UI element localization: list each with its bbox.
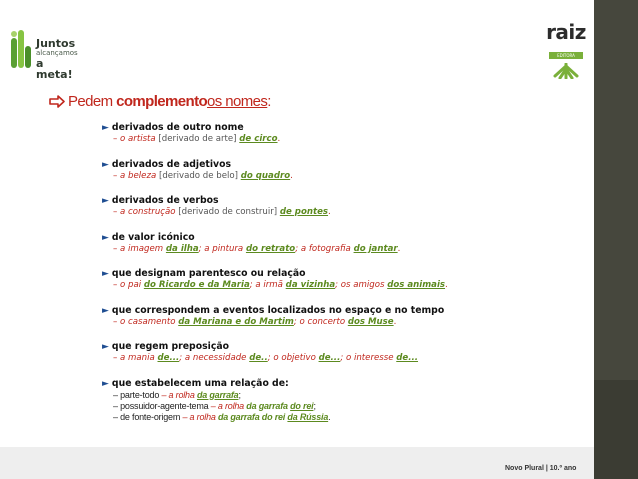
item-example: – o pai do Ricardo e da Maria; a irmã da vizinha; os amigos dos animais.: [113, 280, 448, 290]
list-item: [102, 232, 582, 255]
triangle-bullet-icon: ►: [102, 342, 109, 352]
item-title: derivados de outro nome: [111, 122, 244, 133]
triangle-bullet-icon: ►: [102, 159, 109, 170]
raiz-wordmark: raiz: [546, 20, 586, 44]
editora-tag: EDITORA: [549, 52, 583, 59]
triangle-bullet-icon: ►: [102, 232, 109, 243]
heading-bold: complemento: [116, 93, 208, 110]
item-example: – a beleza [derivado de belo] do quadro.: [113, 170, 293, 181]
logo-line-3: a meta!: [36, 57, 73, 81]
item-example: – a construção [derivado de construir] de pontes.: [113, 207, 331, 217]
list-item: [102, 341, 582, 364]
list-item: [102, 122, 582, 145]
item-title: que regem preposição: [111, 341, 229, 352]
relation-line: – possuidor-agente-tema – a rolha da garrafa do rei;: [113, 400, 316, 411]
slide-heading: [49, 93, 271, 110]
item-example: – o casamento da Mariana e do Martim; o concerto dos Muse.: [113, 316, 397, 327]
item-example: – a imagem da ilha; a pintura do retrato; a fotografia do jantar.: [113, 243, 401, 254]
triangle-bullet-icon: ►: [102, 269, 109, 279]
heading-prefix: Pedem: [68, 93, 117, 110]
arrow-right-icon: [49, 95, 65, 108]
heading-underlined: os nomes: [207, 93, 268, 110]
logo-line-2: alcançamos: [36, 49, 78, 57]
relation-line: – parte-todo – a rolha da garrafa;: [113, 389, 241, 400]
item-title: que correspondem a eventos localizados no espaço e no tempo: [111, 304, 445, 316]
right-band-lower: [594, 380, 638, 479]
item-title: de valor icónico: [111, 231, 195, 243]
list-item: [102, 305, 582, 328]
list-item: [102, 195, 582, 218]
roots-icon: [551, 63, 581, 79]
item-title: derivados de adjetivos: [111, 158, 232, 170]
relation-line: – de fonte-origem – a rolha da garrafa do rei da Rússia.: [113, 411, 331, 422]
logo-line-1: Juntos: [36, 37, 76, 50]
triangle-bullet-icon: ►: [102, 196, 109, 206]
triangle-bullet-icon: ►: [102, 378, 109, 389]
complement-list: [102, 122, 582, 436]
triangle-bullet-icon: ►: [102, 123, 109, 133]
item-example: – o artista [derivado de arte] de circo.: [113, 134, 281, 144]
item-title: que designam parentesco ou relação: [111, 268, 306, 279]
bars-logo-icon: [10, 26, 36, 72]
item-title: derivados de verbos: [111, 195, 219, 206]
raiz-logo: [541, 22, 591, 78]
item-example: – a mania de...; a necessidade de..; o objetivo de...; o interesse de...: [113, 353, 419, 363]
item-title: que estabelecem uma relação de:: [111, 377, 289, 389]
list-item: [102, 268, 582, 291]
footer-strip: [0, 447, 594, 479]
list-item: [102, 159, 582, 182]
list-item: [102, 378, 582, 423]
footer-text: Novo Plural | 10.º ano: [505, 465, 577, 472]
juntos-logo: [10, 26, 80, 81]
heading-suffix: :: [267, 93, 271, 110]
triangle-bullet-icon: ►: [102, 305, 109, 316]
